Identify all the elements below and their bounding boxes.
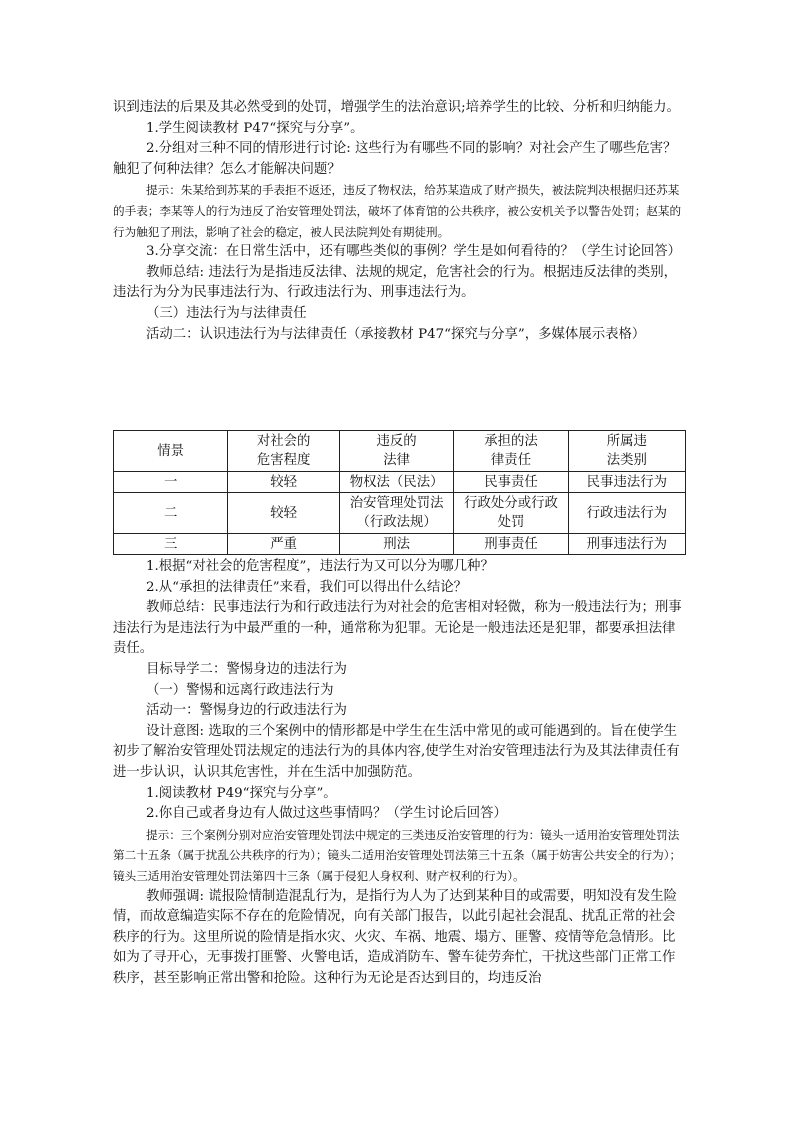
table-cell: 民事责任 (454, 472, 568, 493)
table-cell: 刑事违法行为 (568, 534, 685, 555)
header-law-violated-text: 违反的 法律 (376, 434, 417, 468)
hint-paragraph-two: 提示：三个案例分别对应治安管理处罚法中规定的三类违反治安管理的行为：镜头一适用治安管理处罚法第二十五条（属于扰乱公共秩序的行为）；镜头二适用治安管理处罚法第三十五条（属于妨害公共安全的行为）；镜头三适用治安管理处罚法第四十三条（属于侵犯人身权利、财产权利的行为）。 (113, 827, 682, 883)
header-category-text: 所属违 法类别 (606, 434, 647, 468)
table-row (114, 472, 686, 493)
table-cell: 行政违法行为 (568, 493, 685, 534)
table-cell: 严重 (228, 534, 340, 555)
subsection-heading: （一）警惕和远离行政违法行为 (146, 682, 334, 698)
table-cell: 物权法（民法） (339, 472, 453, 493)
table-cell (454, 493, 568, 534)
header-scenario: 情景 (114, 431, 228, 472)
question-harm-level: 1.根据“对社会的危害程度”，违法行为又可以分为哪几种？ (146, 559, 494, 574)
activity-one-heading: 活动一：警惕身边的行政违法行为 (146, 703, 347, 719)
paragraph-intro-continued: 识到违法的后果及其必然受到的处罚，增强学生的法治意识;培养学生的比较、分析和归纳能力。 (113, 100, 680, 115)
step-ask-students: 2.你自己或者身边有人做过这些事情吗？（学生讨论后回答） (146, 806, 507, 822)
table-cell: 较轻 (228, 493, 340, 534)
table-cell: 二 (114, 493, 228, 534)
table-cell: 刑事责任 (454, 534, 568, 555)
header-category (568, 431, 685, 472)
table-cell: 刑法 (339, 534, 453, 555)
step-group-discussion: 2.分组对三种不同的情形进行讨论: 这些行为有哪些不同的影响？对社会产生了哪些危害？触犯了何种法律？怎么才能解决问题？ (113, 141, 677, 177)
header-harm-level (228, 431, 340, 472)
table-cell-text: 行政处分或行政 处罚 (464, 496, 558, 530)
step-read-p49: 1.阅读教材 P49“探究与分享”。 (146, 785, 337, 801)
table-cell: 较轻 (228, 472, 340, 493)
table-row (114, 534, 686, 555)
header-law-violated (339, 431, 453, 472)
section-heading: （三）违法行为与法律责任 (146, 305, 307, 321)
teacher-summary-two: 教师总结：民事违法行为和行政违法行为对社会的危害相对轻微，称为一般违法行为；刑事违法行为是违法行为中最严重的一种，通常称为犯罪。无论是一般违法还是犯罪，都要承担法律责任。 (113, 600, 682, 657)
hint-paragraph: 提示：朱某给到苏某的手表拒不返还，违反了物权法，给苏某造成了财产损失，被法院判决根据归还苏某的手表；李某等人的行为违反了治安管理处罚法，破坏了体育馆的公共秩序，被公安机关予以警告处罚；赵某的行为触犯了刑法，影响了社会的稳定，被人民法院判处有期徒刑。 (113, 183, 682, 239)
question-liability: 2.从“承担的法律责任”来看，我们可以得出什么结论？ (146, 579, 468, 595)
header-liability (454, 431, 568, 472)
activity-two-heading: 活动二：认识违法行为与法律责任（承接教材 P47“探究与分享”，多媒体展示表格） (146, 326, 646, 342)
goal-heading-two: 目标导学二：警惕身边的违法行为 (146, 661, 347, 677)
table-cell: 三 (114, 534, 228, 555)
step-read-textbook: 1.学生阅读教材 P47“探究与分享”。 (146, 120, 364, 136)
header-harm-level-text: 对社会的 危害程度 (256, 434, 311, 468)
violation-liability-table (113, 430, 686, 555)
step-share-exchange: 3.分享交流：在日常生活中，还有哪些类似的事例？学生是如何看待的？（学生讨论回答） (146, 244, 682, 260)
table-cell (339, 493, 453, 534)
design-intent: 设计意图: 选取的三个案例中的情形都是中学生在生活中常见的或可能遇到的。旨在使学生初步了解治安管理处罚法规定的违法行为的具体内容,使学生对治安管理违法行为及其法律责任有进一步认识，认识其危害性，并在生活中加强防范。 (113, 723, 680, 780)
teacher-emphasis: 教师强调: 谎报险情制造混乱行为，是指行为人为了达到某种目的或需要，明知没有发生险情，而故意编造实际不存在的危险情况，向有关部门报告，以此引起社会混乱、扰乱正常的社会秩序的行为。这里所说的险情是指水灾、火灾、车祸、地震、塌方、匪警、疫情等危急情形。比如为了寻开心，无事拨打匪警、火警电话，造成消防车、警车徒劳奔忙，干扰这些部门正常工作秩序，甚至影响正常出警和抢险。这种行为无论是否达到目的，均违反治 (113, 888, 677, 986)
top-text-block (113, 98, 686, 345)
bottom-text-block (113, 557, 686, 989)
header-liability-text: 承担的法 律责任 (484, 434, 538, 468)
table-row (114, 493, 686, 534)
table-cell: 民事违法行为 (568, 472, 685, 493)
teacher-summary: 教师总结: 违法行为是指违反法律、法规的规定，危害社会的行为。根据违反法律的类别，违法行为分为民事违法行为、行政违法行为、刑事违法行为。 (113, 264, 677, 301)
table-header-row (114, 431, 686, 472)
table-cell-text: 治安管理处罚法 （行政法规） (349, 496, 444, 530)
table-cell: 一 (114, 472, 228, 493)
